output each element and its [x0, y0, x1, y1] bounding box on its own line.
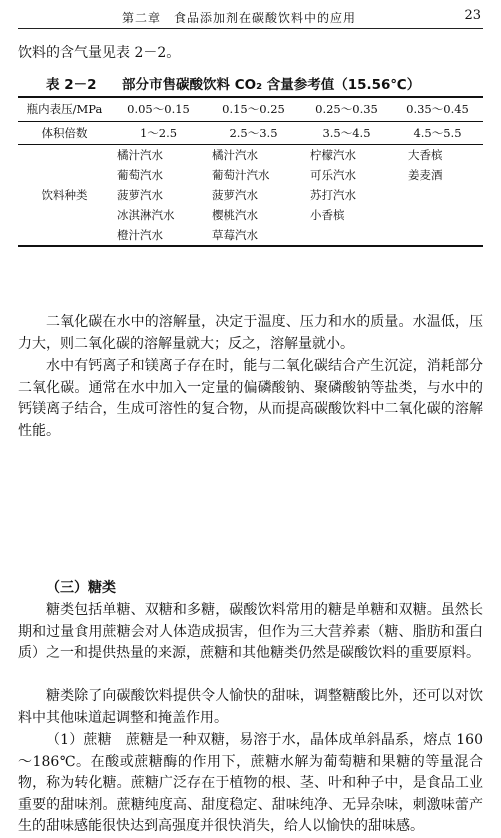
drink-item: 姜麦酒 — [408, 168, 443, 182]
volume-cell: 1～2.5 — [111, 122, 206, 145]
kinds-cell — [301, 145, 392, 247]
pressure-cell: 0.35～0.45 — [392, 97, 483, 122]
pressure-label: 瓶内表压/MPa — [18, 97, 111, 122]
volume-row — [18, 122, 483, 145]
drink-item: 橘汁汽水 — [117, 148, 163, 162]
volume-cell: 2.5～3.5 — [206, 122, 301, 145]
paragraph: 二氧化碳在水中的溶解量，决定于温度、压力和水的质量。水温低，压力大，则二氧化碳的溶解量就大；反之，溶解量就小。 — [18, 314, 483, 352]
kinds-row — [18, 145, 483, 247]
pressure-row — [18, 97, 483, 122]
volume-cell: 3.5～4.5 — [301, 122, 392, 145]
section-heading: （三）糖类 — [46, 580, 116, 596]
page-number: 23 — [464, 8, 481, 23]
paragraph: 糖类除了向碳酸饮料提供令人愉快的甜味，调整糖酸比外，还可以对饮料中其他味道起调整和掩盖作用。 — [18, 688, 483, 726]
drink-item: 樱桃汽水 — [212, 208, 258, 222]
co2-content-table — [18, 96, 483, 247]
drink-item: 葡萄汽水 — [117, 168, 163, 182]
table-title: 部分市售碳酸饮料 CO₂ 含量参考值（15.56℃） — [122, 77, 421, 93]
running-header — [18, 8, 483, 29]
drink-item: 苏打汽水 — [310, 188, 356, 202]
drink-item: 橙汁汽水 — [117, 228, 163, 242]
kinds-cell — [206, 145, 301, 247]
pressure-cell: 0.25～0.35 — [301, 97, 392, 122]
table-caption — [46, 73, 420, 93]
drink-item: 小香槟 — [310, 208, 345, 222]
drink-item: 葡萄汁汽水 — [212, 168, 270, 182]
volume-cell: 4.5～5.5 — [392, 122, 483, 145]
drink-item: 菠萝汽水 — [212, 188, 258, 202]
paragraph: 糖类包括单糖、双糖和多糖，碳酸饮料常用的糖是单糖和双糖。虽然长期和过量食用蔗糖会对人体造成损害，但作为三大营养素（糖、脂肪和蛋白质）之一和提供热量的来源，蔗糖和其他糖类仍然是碳酸饮料的重要原料。 — [18, 602, 483, 661]
drink-item: 菠萝汽水 — [117, 188, 163, 202]
kinds-cell — [392, 145, 483, 247]
kinds-cell — [111, 145, 206, 247]
drink-item: 可乐汽水 — [310, 168, 356, 182]
table-number: 表 2－2 — [46, 77, 97, 93]
pressure-cell: 0.05～0.15 — [111, 97, 206, 122]
chapter-title: 第二章 食品添加剂在碳酸饮料中的应用 — [122, 11, 357, 25]
drink-item: 柠檬汽水 — [310, 148, 356, 162]
pressure-cell: 0.15～0.25 — [206, 97, 301, 122]
drink-item: 冰淇淋汽水 — [117, 208, 175, 222]
drink-item: 草莓汽水 — [212, 228, 258, 242]
kinds-label: 饮料种类 — [18, 145, 111, 247]
paragraph: 水中有钙离子和镁离子存在时，能与二氧化碳结合产生沉淀，消耗部分二氧化碳。通常在水中加入一定量的偏磷酸钠、聚磷酸钠等盐类，与水中的钙镁离子结合，生成可溶性的复合物，从而提高碳酸饮料中二氧化碳的溶解性能。 — [18, 358, 483, 439]
drink-item: 大香槟 — [408, 148, 443, 162]
lead-text: 饮料的含气量见表 2－2。 — [18, 45, 181, 61]
paragraph: （1）蔗糖 蔗糖是一种双糖，易溶于水，晶体成单斜晶系，熔点 160～186℃。在酸或蔗糖酶的作用下，蔗糖水解为葡萄糖和果糖的等量混合物，称为转化糖。蔗糖广泛存在于植物的根、茎、叶和种子中，是食品工业重要的甜味剂。蔗糖纯度高、甜度稳定、甜味纯净、无异杂味，刺激味蕾产生的甜味感能很快达到高强度并很快消失，给人以愉快的甜味感。 — [18, 732, 483, 834]
volume-label: 体积倍数 — [18, 122, 111, 145]
drink-item: 橘汁汽水 — [212, 148, 258, 162]
